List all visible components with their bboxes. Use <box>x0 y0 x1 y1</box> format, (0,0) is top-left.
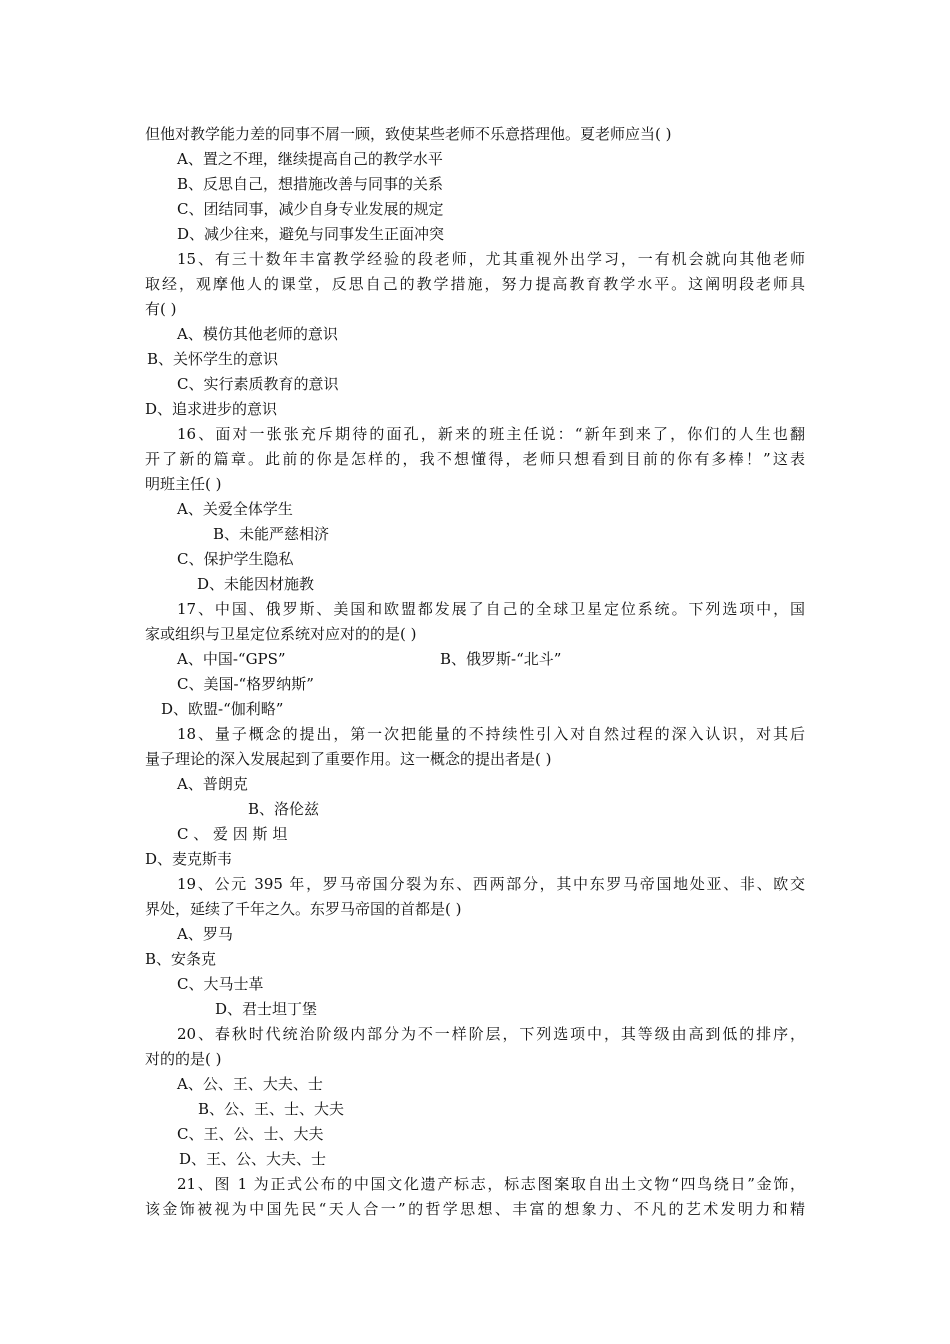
option-c: C、团结同事，减少自身专业发展的规定 <box>177 200 444 218</box>
option-c: C 、 爱 因 斯 坦 <box>177 825 288 843</box>
option-b: B、俄罗斯-“北斗” <box>440 650 562 668</box>
option-c: C、大马士革 <box>177 975 264 993</box>
option-b: B、关怀学生的意识 <box>147 350 279 368</box>
option-d: D、追求进步的意识 <box>145 400 278 418</box>
option-b: B、未能严慈相济 <box>213 525 330 543</box>
option-b: B、公、王、士、大夫 <box>198 1100 345 1118</box>
option-c: C、王、公、士、大夫 <box>177 1125 324 1143</box>
question-18-line-1: 18、量子概念的提出，第一次把能量的不持续性引入对自然过程的深入认识，对其后 <box>177 725 805 743</box>
text-line: 但他对教学能力差的同事不屑一顾，致使某些老师不乐意搭理他。夏老师应当( ) <box>145 125 672 143</box>
question-16-line-1: 16、面对一张张充斥期待的面孔，新来的班主任说：“新年到来了，你们的人生也翻 <box>177 425 805 443</box>
option-d: D、君士坦丁堡 <box>215 1000 318 1018</box>
question-18-line-2: 量子理论的深入发展起到了重要作用。这一概念的提出者是( ) <box>145 750 552 768</box>
question-16-line-3: 明班主任( ) <box>145 475 222 493</box>
option-c: C、美国-“格罗纳斯” <box>177 675 314 693</box>
question-17-line-1: 17、中国、俄罗斯、美国和欧盟都发展了自己的全球卫星定位系统。下列选项中，国 <box>177 600 805 618</box>
option-b: B、洛伦兹 <box>248 800 320 818</box>
option-a: A、普朗克 <box>177 775 248 793</box>
question-19-line-1: 19、公元 395 年，罗马帝国分裂为东、西两部分，其中东罗马帝国地处亚、非、欧交 <box>177 875 805 893</box>
question-16-line-2: 开了新的篇章。此前的你是怎样的，我不想懂得，老师只想看到目前的你有多棒！”这表 <box>145 450 805 468</box>
option-d: D、未能因材施教 <box>197 575 315 593</box>
question-15-line-2: 取经，观摩他人的课堂，反思自己的教学措施，努力提高教育教学水平。这阐明段老师具 <box>145 275 805 293</box>
option-a: A、置之不理，继续提高自己的教学水平 <box>177 150 443 168</box>
question-15-line-1: 15、有三十数年丰富教学经验的段老师，尤其重视外出学习，一有机会就向其他老师 <box>177 250 805 268</box>
option-c: C、实行素质教育的意识 <box>177 375 339 393</box>
question-15-line-3: 有( ) <box>145 300 177 318</box>
question-21-line-2: 该金饰被视为中国先民“天人合一”的哲学思想、丰富的想象力、不凡的艺术发明力和精 <box>145 1200 805 1218</box>
option-b: B、反思自己，想措施改善与同事的关系 <box>177 175 444 193</box>
option-a: A、罗马 <box>177 925 233 943</box>
question-20-line-2: 对的的是( ) <box>145 1050 222 1068</box>
option-b: B、安条克 <box>145 950 217 968</box>
option-d: D、王、公、大夫、士 <box>179 1150 327 1168</box>
option-a: A、关爱全体学生 <box>177 500 293 518</box>
question-21-line-1: 21、图 1 为正式公布的中国文化遗产标志，标志图案取自出土文物“四鸟绕日”金饰， <box>177 1175 805 1193</box>
option-d: D、麦克斯韦 <box>145 850 233 868</box>
option-a: A、公、王、大夫、士 <box>177 1075 323 1093</box>
question-19-line-2: 界处，延续了千年之久。东罗马帝国的首都是( ) <box>145 900 462 918</box>
option-c: C、保护学生隐私 <box>177 550 294 568</box>
option-d: D、欧盟-“伽利略” <box>161 700 284 718</box>
option-a: A、模仿其他老师的意识 <box>177 325 338 343</box>
question-20-line-1: 20、春秋时代统治阶级内部分为不一样阶层，下列选项中，其等级由高到低的排序， <box>177 1025 805 1043</box>
option-d: D、减少往来，避免与同事发生正面冲突 <box>177 225 445 243</box>
option-a: A、中国-“GPS” <box>177 650 286 668</box>
question-17-line-2: 家或组织与卫星定位系统对应对的的是( ) <box>145 625 417 643</box>
